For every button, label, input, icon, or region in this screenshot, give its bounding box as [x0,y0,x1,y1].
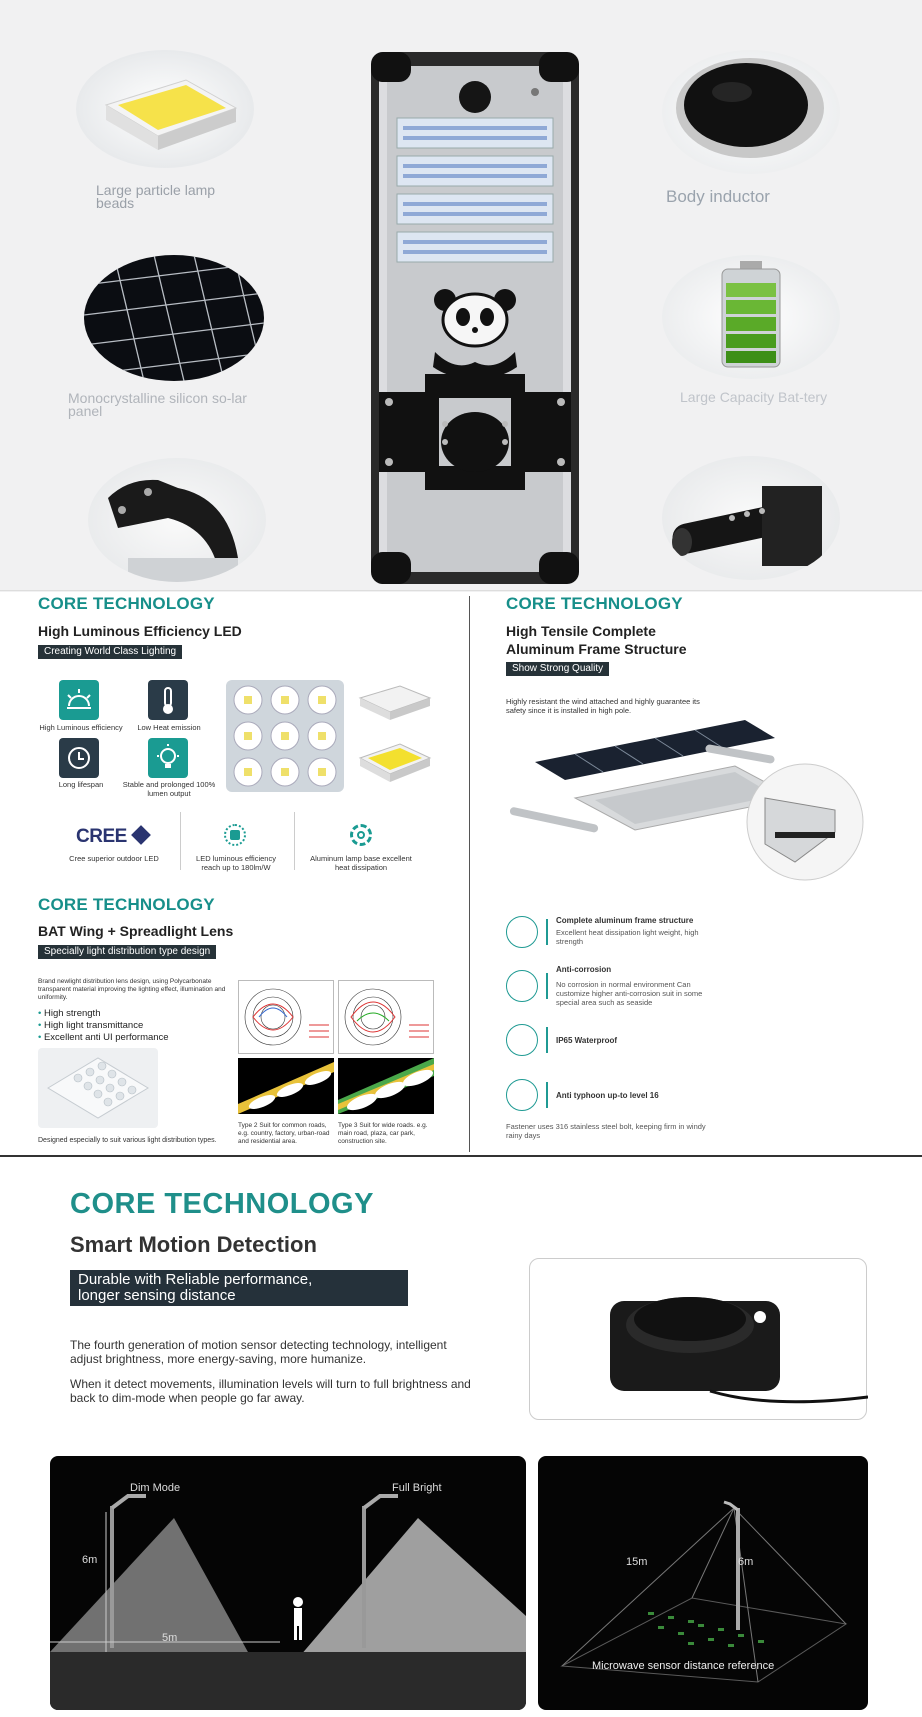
frame-exploded-image [505,712,875,882]
lens-caption: Designed especially to suit various light distribution types. [38,1137,217,1144]
lens-image [38,1048,158,1128]
panel-tag: Creating World Class Lighting [38,645,182,659]
panel-title: Aluminum Frame Structure [506,641,687,657]
hero-section [0,0,922,592]
bullet-item: Excellent anti UI performance [43,1032,169,1043]
bulb-icon [148,738,188,778]
tag-line: longer sensing distance [78,1287,236,1304]
bullet-list: • High strength • High light transmittance • Excellent anti UI performance [38,1008,169,1043]
road-illumination-image [338,1058,434,1114]
solar-panel-icon [84,255,264,381]
bottom-label: Cree superior outdoor LED [69,854,159,863]
panel-title: Smart Motion Detection [70,1232,317,1257]
range-caption: Microwave sensor distance reference [592,1660,775,1672]
pole-bracket-icon [662,456,840,580]
icon-label: Stable and prolonged 100% lumen output [122,780,216,798]
road-illumination-image [238,1058,334,1114]
sunrise-icon [59,680,99,720]
clock-icon [59,738,99,778]
feature-caption: Monocrystalline silicon so-lar panel [68,390,247,419]
feature-caption: Large particle lamp beads [96,182,216,211]
feature-title: Anti typhoon up-to level 16 [556,1091,659,1100]
street-light-product [365,52,585,584]
bottom-label: LED luminous efficiency reach up to 180lm/W [196,854,276,872]
brand-text: CREE [76,826,127,847]
frame-icon [506,916,538,948]
tag-line: Durable with Reliable performance, [78,1271,313,1288]
panel-description: Brand newlight distribution lens design, using Polycarbonate transparent material improving the lighting effect, illumination and uniformity. [38,978,226,1001]
panda-logo [433,289,517,377]
distribution-diagram [238,980,334,1054]
range-label: 6m [738,1556,754,1568]
gear-icon [350,824,372,846]
divider [294,812,295,870]
led-chip-icon [76,50,254,168]
motion-paragraph: When it detect movements, illumination levels will turn to full brightness and back to dim-mode when people go far away. [70,1377,471,1405]
divider [546,973,548,999]
sensor-image [529,1258,867,1420]
shield-icon [506,970,538,1002]
led-chip-side-image [354,680,434,726]
dim-full-diagram [50,1456,526,1710]
core-heading: CORE TECHNOLOGY [70,1188,374,1220]
feature-title: Complete aluminum frame structure [556,916,694,925]
sensor-range-diagram [538,1456,868,1710]
typhoon-icon [506,1079,538,1111]
chip-icon [224,824,246,846]
icon-label: Long lifespan [58,780,104,789]
type-caption: Type 3 Suit for wide roads. e.g. main road, plaza, car park, construction site. [338,1122,428,1145]
panel-tag: Show Strong Quality [506,662,609,676]
panel-tag: Specially light distribution type design [38,945,216,959]
battery-icon [662,255,840,379]
feature-caption: Body inductor [666,187,770,206]
icon-label: High Luminous efficiency [39,723,123,732]
panel-title: High Luminous Efficiency LED [38,623,242,639]
water-drop-icon [506,1024,538,1056]
panel-title: BAT Wing + Spreadlight Lens [38,923,234,939]
end-cap-icon [88,458,266,582]
bottom-label: Aluminum lamp base excellent heat dissipation [310,854,412,872]
feature-title: IP65 Waterproof [556,1036,618,1045]
feature-desc: Excellent heat dissipation light weight, high strength [556,928,699,946]
feature-caption: Large Capacity Bat-tery [680,389,828,405]
divider [546,919,548,945]
type-caption: Type 2 Suit for common roads, e.g. country, factory, urban-road and residential area. [238,1122,330,1145]
led-chip-top-image [354,738,434,790]
dim-mode-label: Dim Mode [130,1482,181,1494]
vertical-divider [469,596,470,1152]
divider [180,812,181,870]
divider [546,1027,548,1053]
panel-tag [70,1270,408,1306]
core-heading: CORE TECHNOLOGY [506,594,683,613]
panel-footer: Fastener uses 316 stainless steel bolt, keeping firm in windy rainy days [506,1122,706,1140]
divider [0,590,922,591]
full-bright-label: Full Bright [392,1482,442,1494]
led-array-image [226,680,344,792]
icon-label: Low Heat emission [137,723,201,732]
feature-title: Anti-corrosion [556,965,612,974]
panel-description: Highly resistant the wind attached and highly guarantee its safety since it is installed in high pole. [506,697,700,715]
bullet-item: High strength [43,1008,101,1019]
thermometer-icon [148,680,188,720]
distribution-diagram [338,980,434,1054]
divider [0,1155,922,1157]
feature-desc: No corrosion in normal environment Can customize higher anti-corrosion suit in some special area such as seaside [556,980,703,1007]
bullet-item: High light transmittance [43,1020,144,1031]
width-label: 5m [162,1632,178,1644]
motion-paragraph: The fourth generation of motion sensor detecting technology, intelligent adjust brightness, more energy-saving, more humanize. [70,1338,447,1366]
cree-logo-icon [76,826,154,846]
core-heading: CORE TECHNOLOGY [38,895,215,914]
height-label: 6m [82,1554,98,1566]
panel-title: High Tensile Complete [506,623,656,639]
sensor-icon [662,50,840,174]
divider [546,1082,548,1108]
core-heading: CORE TECHNOLOGY [38,594,215,613]
range-label: 15m [626,1556,648,1568]
